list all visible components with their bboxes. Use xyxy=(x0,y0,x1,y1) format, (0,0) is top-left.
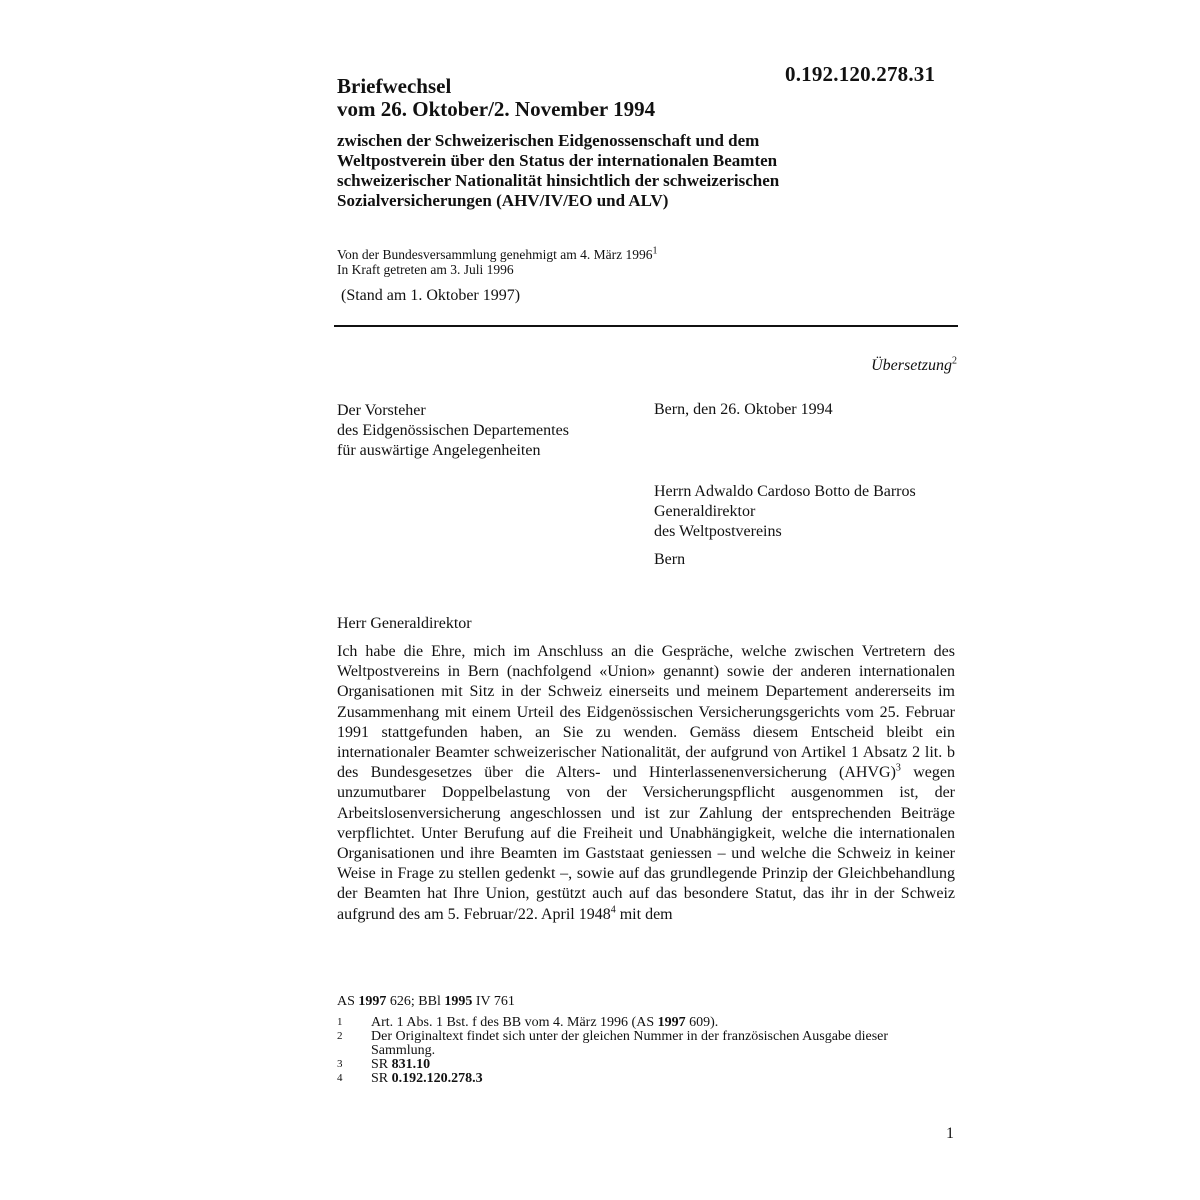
recipient-city: Bern xyxy=(654,551,686,568)
subtitle-line: Sozialversicherungen (AHV/IV/EO und ALV) xyxy=(337,191,669,210)
document-subtitle xyxy=(337,131,937,211)
footnote xyxy=(337,1072,947,1086)
sender-line: Der Vorsteher xyxy=(337,402,426,419)
enactment-info xyxy=(337,247,657,277)
sr-number: 0.192.120.278.31 xyxy=(785,62,936,86)
footnote-number: 4 xyxy=(337,1072,343,1084)
footnote xyxy=(337,1016,947,1030)
subtitle-line: schweizerischer Nationalität hinsichtlich der schweizerischen xyxy=(337,171,780,190)
footnote-text-bold: 1997 xyxy=(657,1015,686,1030)
letter-sender xyxy=(337,401,569,461)
footnote-ref[interactable]: 1 xyxy=(652,245,658,257)
footnote-text-part: Art. 1 Abs. 1 Bst. f des BB vom 4. März 1996 (AS xyxy=(371,1015,658,1030)
letter-recipient xyxy=(654,482,916,542)
source-suffix: IV 761 xyxy=(472,994,515,1009)
footnote-text-bold: 0.192.120.278.3 xyxy=(391,1071,483,1086)
sender-line: des Eidgenössischen Departementes xyxy=(337,422,569,439)
footnote-ref[interactable]: 4 xyxy=(610,904,616,916)
approval-text: Von der Bundesversammlung genehmigt am 4. März 1996 xyxy=(337,247,653,262)
translation-note xyxy=(871,357,957,375)
footnote xyxy=(337,1030,947,1058)
in-force-line: In Kraft getreten am 3. Juli 1996 xyxy=(337,262,514,277)
source-year: 1997 xyxy=(358,994,387,1009)
source-prefix: AS xyxy=(337,994,359,1009)
recipient-line: Herrn Adwaldo Cardoso Botto de Barros xyxy=(654,483,916,500)
letter-place-date: Bern, den 26. Oktober 1994 xyxy=(654,401,833,418)
recipient-line: des Weltpostvereins xyxy=(654,523,782,540)
footnote-text-part: SR xyxy=(371,1071,392,1086)
footnote-ref[interactable]: 2 xyxy=(952,355,957,367)
footnote-number: 3 xyxy=(337,1058,343,1070)
translation-label: Übersetzung xyxy=(871,357,952,374)
footnote-text xyxy=(371,1016,947,1030)
body-text-part: Ich habe die Ehre, mich im Anschluss an die Gespräche, welche zwischen Vertretern des Weltpostvereins in Bern (nachfolgend «Union» genannt) sowie der anderen internationalen Organisationen mit Sitz in der Schweiz einerseits und meinem Departement andererseits im Zusammenhang mit einem Urteil des Eidgenössischen Versicherungsgerichts vom 25. Februar 1991 stattgefunden haben, an Sie zu wenden. Gemäss diesem Entscheid bleibt ein internationaler Beamter schweizerischer Nationalität, der aufgrund von Artikel 1 Absatz 2 lit. b des Bundesgesetzes über die Alters- und Hinterlassenenversicherung (AHVG) xyxy=(337,643,955,782)
footnote-text xyxy=(371,1072,947,1086)
footnote-text-part: SR xyxy=(371,1057,392,1072)
footnotes xyxy=(337,1016,947,1086)
footnote-text-bold: 831.10 xyxy=(391,1057,431,1072)
source-mid: 626; BBl xyxy=(386,994,445,1009)
footnote-text-part: 609). xyxy=(685,1015,719,1030)
recipient-line: Generaldirektor xyxy=(654,503,756,520)
approval-line xyxy=(337,247,657,262)
footnote-ref[interactable]: 3 xyxy=(895,762,901,774)
subtitle-line: Weltpostverein über den Status der internationalen Beamten xyxy=(337,151,778,170)
subtitle-line: zwischen der Schweizerischen Eidgenossenschaft und dem xyxy=(337,131,760,150)
document-title: Briefwechsel xyxy=(337,74,452,98)
body-text-part: mit dem xyxy=(615,905,673,923)
footnote-text-part: Der Originaltext findet sich unter der gleichen Nummer in der französischen Ausgabe dieser Sammlung. xyxy=(371,1029,889,1058)
source-year: 1995 xyxy=(444,994,473,1009)
status-date: (Stand am 1. Oktober 1997) xyxy=(341,287,521,304)
footnote-text xyxy=(371,1058,947,1072)
footnote-number: 1 xyxy=(337,1016,343,1028)
sender-line: für auswärtige Angelegenheiten xyxy=(337,442,541,459)
footnote-text xyxy=(371,1030,947,1058)
footnote-number: 2 xyxy=(337,1030,343,1042)
footnote xyxy=(337,1058,947,1072)
document-date-title: vom 26. Oktober/2. November 1994 xyxy=(337,97,656,121)
header-divider xyxy=(334,325,958,327)
official-source-reference xyxy=(337,994,515,1010)
letter-salutation: Herr Generaldirektor xyxy=(337,615,472,632)
letter-body xyxy=(337,642,955,925)
page-number: 1 xyxy=(946,1125,954,1142)
body-text-part: wegen unzumutbarer Doppelbelastung von der Versicherungspflicht ausgenommen ist, der Arbeitslosenversicherung angeschlossen und ist zur Zahlung der entsprechenden Beiträge verpflichtet. Unter Berufung auf die Freiheit und Unabhängigkeit, welche die internationalen Organisationen und ihre Beamten im Gaststaat geniessen – und welche die Schweiz in keiner Weise in Frage zu stellen gedenkt –, sowie auf das grundlegende Prinzip der Gleichbehandlung der Beamten hat Ihre Union, gestützt auch auf das besondere Statut, das ihr in der Schweiz aufgrund des am 5. Februar/22. April 1948 xyxy=(337,764,955,923)
